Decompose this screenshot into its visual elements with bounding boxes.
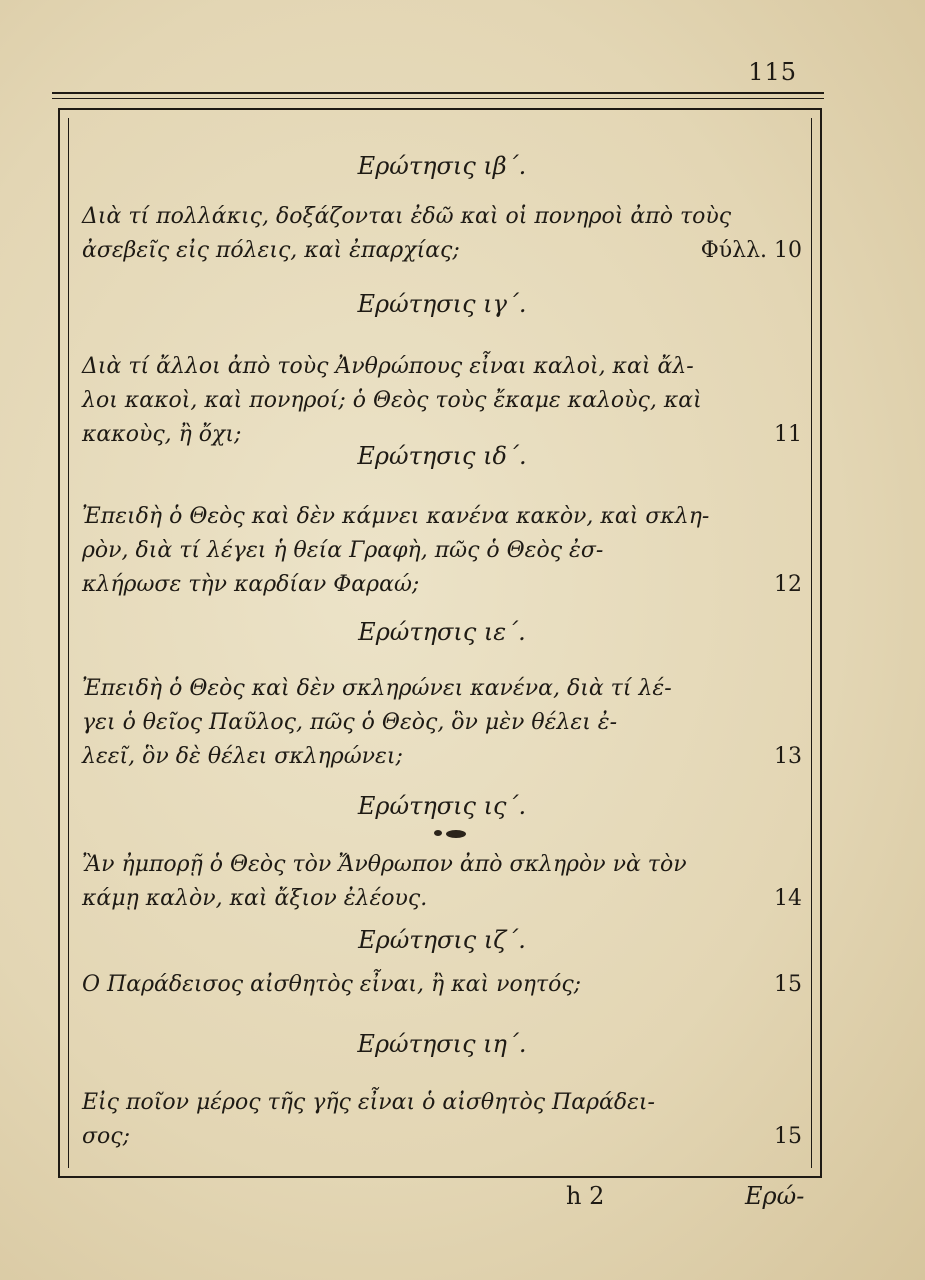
question-line: λοι κακοὶ, καὶ πονηροί; ὁ Θεὸς τοὺς ἔκαμε καλοὺς, καὶ: [82, 388, 702, 413]
question-heading: Ερώτησις ιγ΄.: [357, 290, 527, 318]
catchword: Ερώ-: [745, 1182, 805, 1210]
question-line: Διὰ τί πολλάκις, δοξάζονται ἐδῶ καὶ οἱ πονηροὶ ἀπὸ τοὺς: [82, 204, 732, 229]
question-heading: Ερώτησις ιδ΄.: [357, 442, 527, 470]
question-line: Ἐπειδὴ ὁ Θεὸς καὶ δὲν κάμνει κανένα κακὸν, καὶ σκλη-: [82, 504, 710, 529]
page-number: 115: [748, 58, 797, 86]
question-line: λεεῖ, ὃν δὲ θέλει σκληρώνει;: [82, 744, 403, 769]
question-line: κάμῃ καλὸν, καὶ ἄξιον ἐλέους.: [82, 886, 428, 911]
page-reference: Φύλλ. 10: [700, 238, 802, 263]
question-heading: Ερώτησις ις΄.: [357, 792, 527, 820]
question-line: γει ὁ θεῖος Παῦλος, πῶς ὁ Θεὸς, ὃν μὲν θέλει ἐ-: [82, 710, 618, 735]
question-line: Εἰς ποῖον μέρος τῆς γῆς εἶναι ὁ αἰσθητὸς Παράδει-: [82, 1090, 655, 1115]
page-reference: 14: [774, 886, 802, 911]
page-reference: 13: [774, 744, 802, 769]
question-line: Ἂν ἠμπορῇ ὁ Θεὸς τὸν Ἄνθρωπον ἀπὸ σκληρὸν νὰ τὸν: [82, 852, 687, 877]
question-heading: Ερώτησις ιζ΄.: [358, 926, 526, 954]
question-line: ἀσεβεῖς εἰς πόλεις, καὶ ἐπαρχίας;: [82, 238, 460, 263]
question-line: Διὰ τί ἄλλοι ἀπὸ τοὺς Ἀνθρώπους εἶναι καλοὶ, καὶ ἄλ-: [82, 354, 694, 379]
question-heading: Ερώτησις ιβ΄.: [357, 152, 527, 180]
page-reference: 15: [774, 972, 802, 997]
page-reference: 15: [774, 1124, 802, 1149]
top-rule-thin: [52, 98, 824, 99]
page-reference: 12: [774, 572, 802, 597]
question-line: Ἐπειδὴ ὁ Θεὸς καὶ δὲν σκληρώνει κανένα, διὰ τί λέ-: [82, 676, 672, 701]
question-line: κλήρωσε τὴν καρδίαν Φαραώ;: [82, 572, 420, 597]
question-line: Ο Παράδεισος αἰσθητὸς εἶναι, ἢ καὶ νοητός;: [82, 972, 582, 997]
question-line: κακοὺς, ἢ ὄχι;: [82, 422, 242, 447]
question-heading: Ερώτησις ιη΄.: [357, 1030, 527, 1058]
question-line: σος;: [82, 1124, 130, 1149]
question-line: ρὸν, διὰ τί λέγει ἡ θεία Γραφὴ, πῶς ὁ Θεὸς ἐσ-: [82, 538, 604, 563]
ink-blot-ornament: [428, 826, 478, 840]
bottom-rule: [58, 1176, 822, 1178]
signature-mark: h 2: [566, 1182, 605, 1210]
top-rule: [52, 92, 824, 94]
question-heading: Ερώτησις ιε΄.: [358, 618, 526, 646]
page-reference: 11: [774, 422, 802, 447]
